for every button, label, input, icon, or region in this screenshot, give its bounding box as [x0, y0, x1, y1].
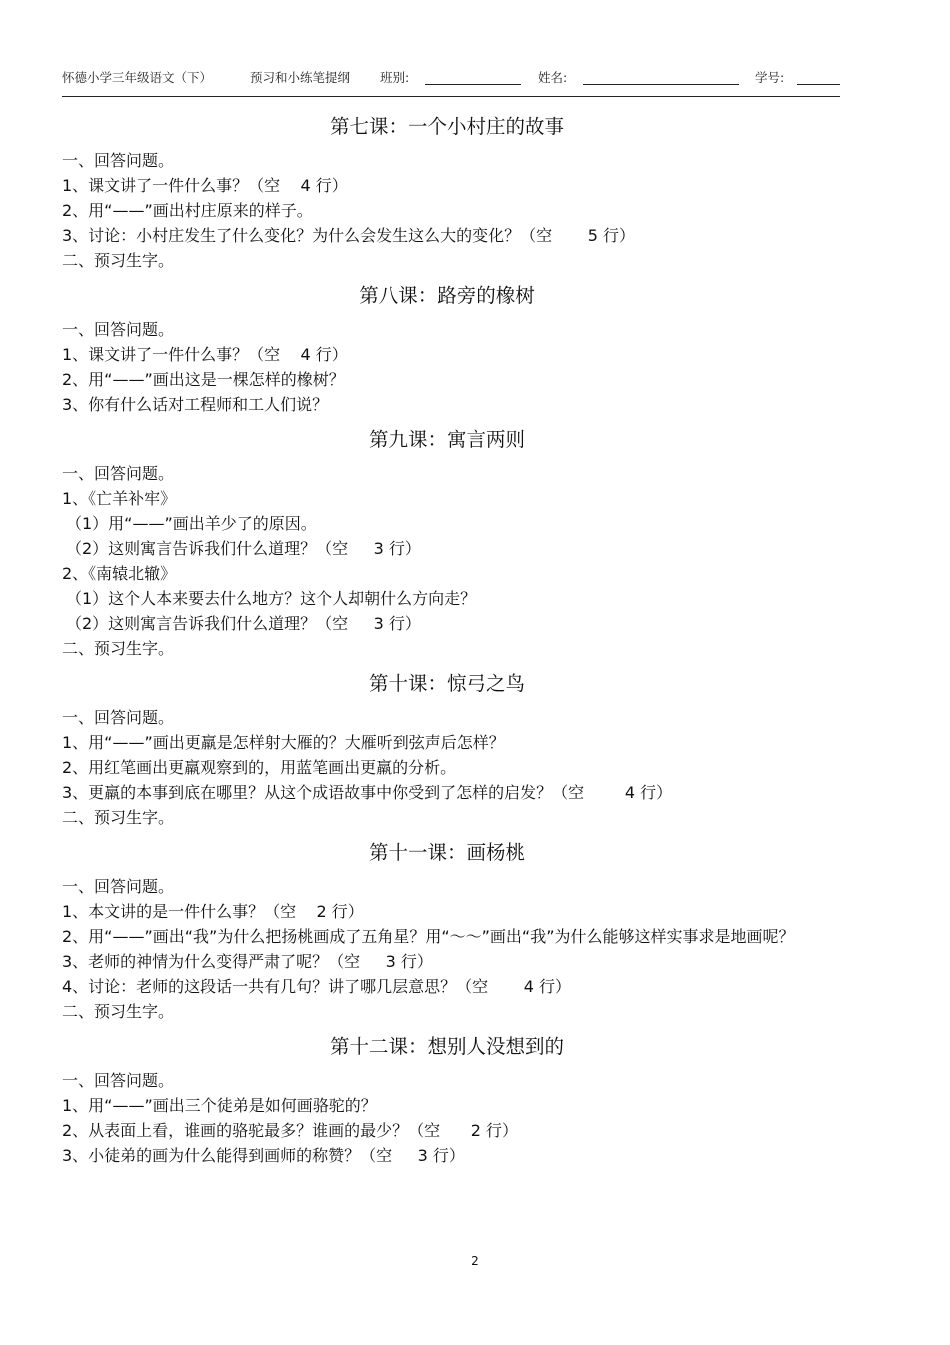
question-line: （2）这则寓言告诉我们什么道理？（空 3 行）: [66, 539, 421, 558]
question-line: 一、回答问题。: [62, 708, 175, 727]
question-line: （1）这个人本来要去什么地方？这个人却朝什么方向走？: [66, 589, 477, 608]
question-line: 2、用“——”画出这是一棵怎样的橡树？: [62, 370, 345, 389]
question-line: 1、用“——”画出三个徒弟是如何画骆驼的？: [62, 1096, 377, 1115]
question-line: 3、你有什么话对工程师和工人们说？: [62, 395, 329, 414]
student-id-blank-field[interactable]: [797, 84, 840, 85]
question-line: 二、预习生字。: [62, 808, 175, 827]
lesson-content: [62, 104, 832, 1168]
question-line: 1、本文讲的是一件什么事？（空 2 行）: [62, 902, 364, 921]
question-line: 二、预习生字。: [62, 251, 175, 270]
lesson-title: 第八课：路旁的橡树: [359, 284, 535, 307]
lesson-section: [62, 421, 832, 661]
question-line: 2、用“——”画出村庄原来的样子。: [62, 201, 313, 220]
question-line: 1、《亡羊补牢》: [62, 489, 177, 508]
question-line: 2、从表面上看，谁画的骆驼最多？谁画的最少？（空 2 行）: [62, 1121, 518, 1140]
question-line: 1、课文讲了一件什么事？（空 4 行）: [62, 176, 348, 195]
question-line: 二、预习生字。: [62, 1002, 175, 1021]
lesson-section: [62, 1028, 832, 1168]
lesson-section: [62, 665, 832, 830]
name-blank-field[interactable]: [583, 84, 739, 85]
page-header: [0, 68, 950, 88]
lesson-section: [62, 277, 832, 417]
question-line: 3、讨论：小村庄发生了什么变化？为什么会发生这么大的变化？（空 5 行）: [62, 226, 636, 245]
question-line: 1、课文讲了一件什么事？（空 4 行）: [62, 345, 348, 364]
header-divider: [62, 96, 840, 97]
question-line: 4、讨论：老师的这段话一共有几句？讲了哪几层意思？（空 4 行）: [62, 977, 572, 996]
question-line: 3、小徒弟的画为什么能得到画师的称赞？（空 3 行）: [62, 1146, 465, 1165]
name-label: 姓名:: [538, 70, 568, 85]
question-line: 2、用“——”画出“我”为什么把扬桃画成了五角星？用“～～”画出“我”为什么能够这样实事求是地画呢？: [62, 927, 795, 946]
question-line: 1、用“——”画出更羸是怎样射大雁的？大雁听到弦声后怎样？: [62, 733, 505, 752]
lesson-title: 第七课：一个小村庄的故事: [329, 115, 564, 138]
question-line: 3、老师的神情为什么变得严肃了呢？（空 3 行）: [62, 952, 433, 971]
question-line: 一、回答问题。: [62, 464, 175, 483]
question-line: 一、回答问题。: [62, 320, 175, 339]
page-number: 2: [471, 1254, 479, 1268]
outline-label: 预习和小练笔提纲: [250, 70, 351, 85]
lesson-section: [62, 108, 832, 273]
question-line: 一、回答问题。: [62, 877, 175, 896]
question-line: （2）这则寓言告诉我们什么道理？（空 3 行）: [66, 614, 421, 633]
lesson-title: 第十一课：画杨桃: [368, 841, 525, 864]
lesson-section: [62, 834, 832, 1024]
lesson-title: 第十二课：想别人没想到的: [329, 1035, 564, 1058]
class-blank-field[interactable]: [425, 84, 521, 85]
question-line: 2、《南辕北辙》: [62, 564, 177, 583]
question-line: 二、预习生字。: [62, 639, 175, 658]
question-line: 一、回答问题。: [62, 1071, 175, 1090]
student-id-label: 学号:: [755, 70, 785, 85]
school-course-label: 怀德小学三年级语文（下）: [62, 70, 213, 85]
question-line: 3、更羸的本事到底在哪里？从这个成语故事中你受到了怎样的启发？（空 4 行）: [62, 783, 673, 802]
class-label: 班别:: [380, 70, 410, 85]
lesson-title: 第十课：惊弓之鸟: [368, 672, 525, 695]
question-line: 一、回答问题。: [62, 151, 175, 170]
lesson-title: 第九课：寓言两则: [368, 428, 525, 451]
question-line: 2、用红笔画出更羸观察到的，用蓝笔画出更羸的分析。: [62, 758, 457, 777]
question-line: （1）用“——”画出羊少了的原因。: [66, 514, 317, 533]
